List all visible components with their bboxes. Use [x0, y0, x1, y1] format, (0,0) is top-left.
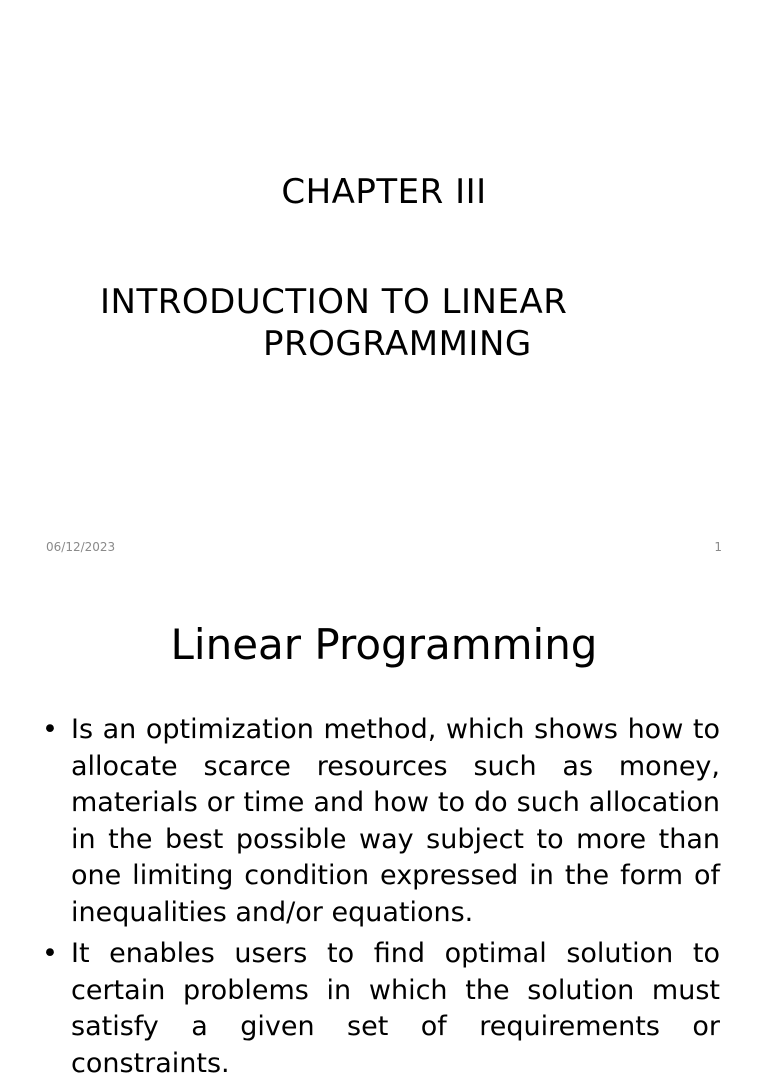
- chapter-heading: CHAPTER III: [281, 172, 487, 212]
- slide-title: Linear Programming: [170, 620, 598, 669]
- bullet-text: Is an optimization method, which shows how to allocate scarce resources such as money, materials or time and how to do such allocation in the best possible way subject to more than one limiting condition expressed in the form of inequalities and/or equations.: [71, 714, 720, 928]
- bullet-text: It enables users to find optimal solution to certain problems in which the solution must satisfy a given set of requirements or constraints.: [71, 938, 720, 1079]
- bullet-item: [42, 936, 720, 1082]
- bullet-list: [42, 712, 720, 1087]
- slide-2: [0, 576, 768, 1079]
- bullet-item: [42, 712, 720, 931]
- bullet-marker: •: [42, 938, 58, 969]
- slide-page-number: 1: [714, 540, 722, 554]
- chapter-title: [0, 282, 768, 364]
- chapter-title-line-2: PROGRAMMING: [263, 324, 532, 364]
- slide-date: 06/12/2023: [46, 540, 116, 554]
- bullet-marker: •: [42, 714, 58, 745]
- chapter-title-line-1: INTRODUCTION TO LINEAR: [100, 282, 568, 322]
